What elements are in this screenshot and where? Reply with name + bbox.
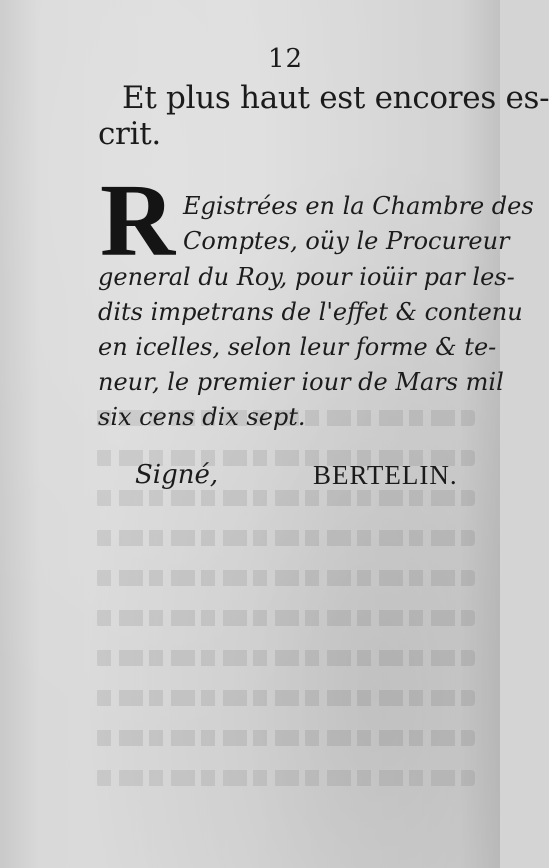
- signature-name: BERTELIN.: [313, 460, 458, 490]
- decree-line-2: Comptes, oüy le Procureur: [183, 227, 510, 255]
- decree-line-3: general du Roy, pour ioüir par les-: [98, 263, 515, 291]
- decree-line-4: dits impetrans de l'effet & contenu: [98, 298, 523, 326]
- heading-line-1: Et plus haut est encores es-: [122, 80, 549, 116]
- signature-label: Signé,: [135, 460, 219, 490]
- heading-line-2: crit.: [98, 116, 161, 152]
- page-number: 12: [268, 44, 304, 74]
- decree-line-6: neur, le premier iour de Mars mil: [98, 368, 504, 396]
- decree-line-1: Egistrées en la Chambre des: [183, 192, 534, 220]
- decree-line-5: en icelles, selon leur forme & te-: [98, 333, 497, 361]
- drop-cap: R: [100, 163, 176, 278]
- decree-line-7: six cens dix sept.: [98, 403, 306, 431]
